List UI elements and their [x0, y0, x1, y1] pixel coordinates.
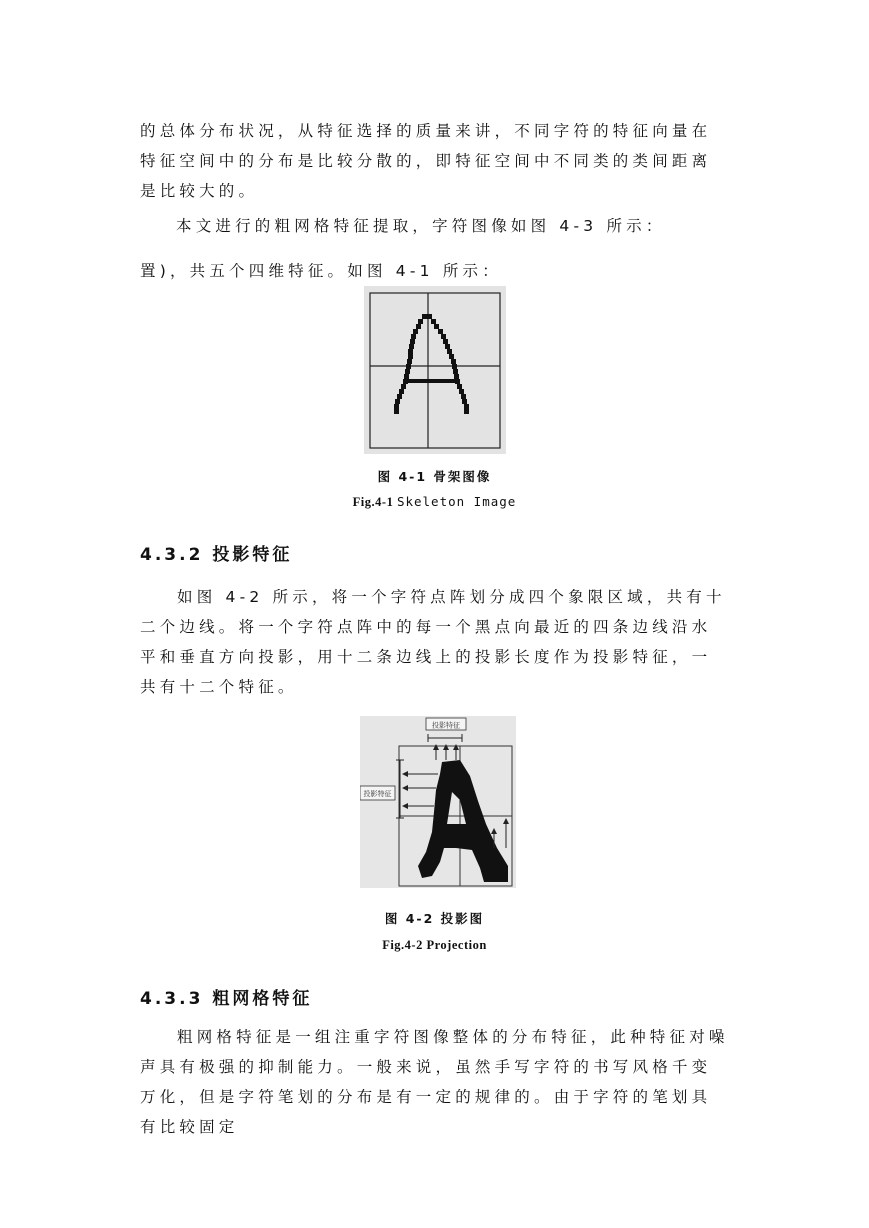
- skeleton-figure: [364, 286, 506, 454]
- projection-label-top: 投影特征: [432, 721, 460, 730]
- projection-figure: [360, 716, 516, 888]
- paragraph-top: 的总体分布状况，从特征选择的质量来讲，不同字符的特征向量在特征空间中的分布是比较分散的，即特征空间中不同类的类间距离是比较大的。: [140, 122, 712, 200]
- figure-4-1-label: Fig.4-1: [352, 495, 394, 509]
- section-body-coarse-grid: 粗网格特征是一组注重字符图像整体的分布特征，此种特征对噪声具有极强的抑制能力。一般来说，虽然手写字符的书写风格千变万化，但是字符笔划的分布是有一定的规律的。由于字符的笔划具有比较固定: [140, 1028, 729, 1136]
- section-heading-coarse-grid: 4.3.3 粗网格特征: [140, 989, 313, 1009]
- figure-4-1-title: Skeleton Image: [396, 494, 517, 509]
- paragraph-intro: 本文进行的粗网格特征提取，字符图像如图 4-3 所示：: [176, 217, 666, 235]
- figure-4-1-caption-zh: 图 4-1 骨架图像: [377, 469, 492, 484]
- paragraph-skeleton: 置)，共五个四维特征。如图 4-1 所示：: [140, 262, 502, 280]
- figure-4-2-caption-zh: 图 4-2 投影图: [384, 911, 485, 926]
- figure-4-1-caption-en: [0, 494, 869, 510]
- section-body-projection: 如图 4-2 所示，将一个字符点阵划分成四个象限区域，共有十二个边线。将一个字符点阵中的每一个黑点向最近的四条边线沿水平和垂直方向投影，用十二条边线上的投影长度作为投影特征，一共有十二个特征。: [140, 588, 726, 696]
- projection-label-left: 投影特征: [363, 790, 392, 798]
- section-heading-projection: 4.3.2 投影特征: [140, 545, 293, 565]
- figure-4-2-caption-en: Fig.4-2 Projection: [382, 938, 487, 952]
